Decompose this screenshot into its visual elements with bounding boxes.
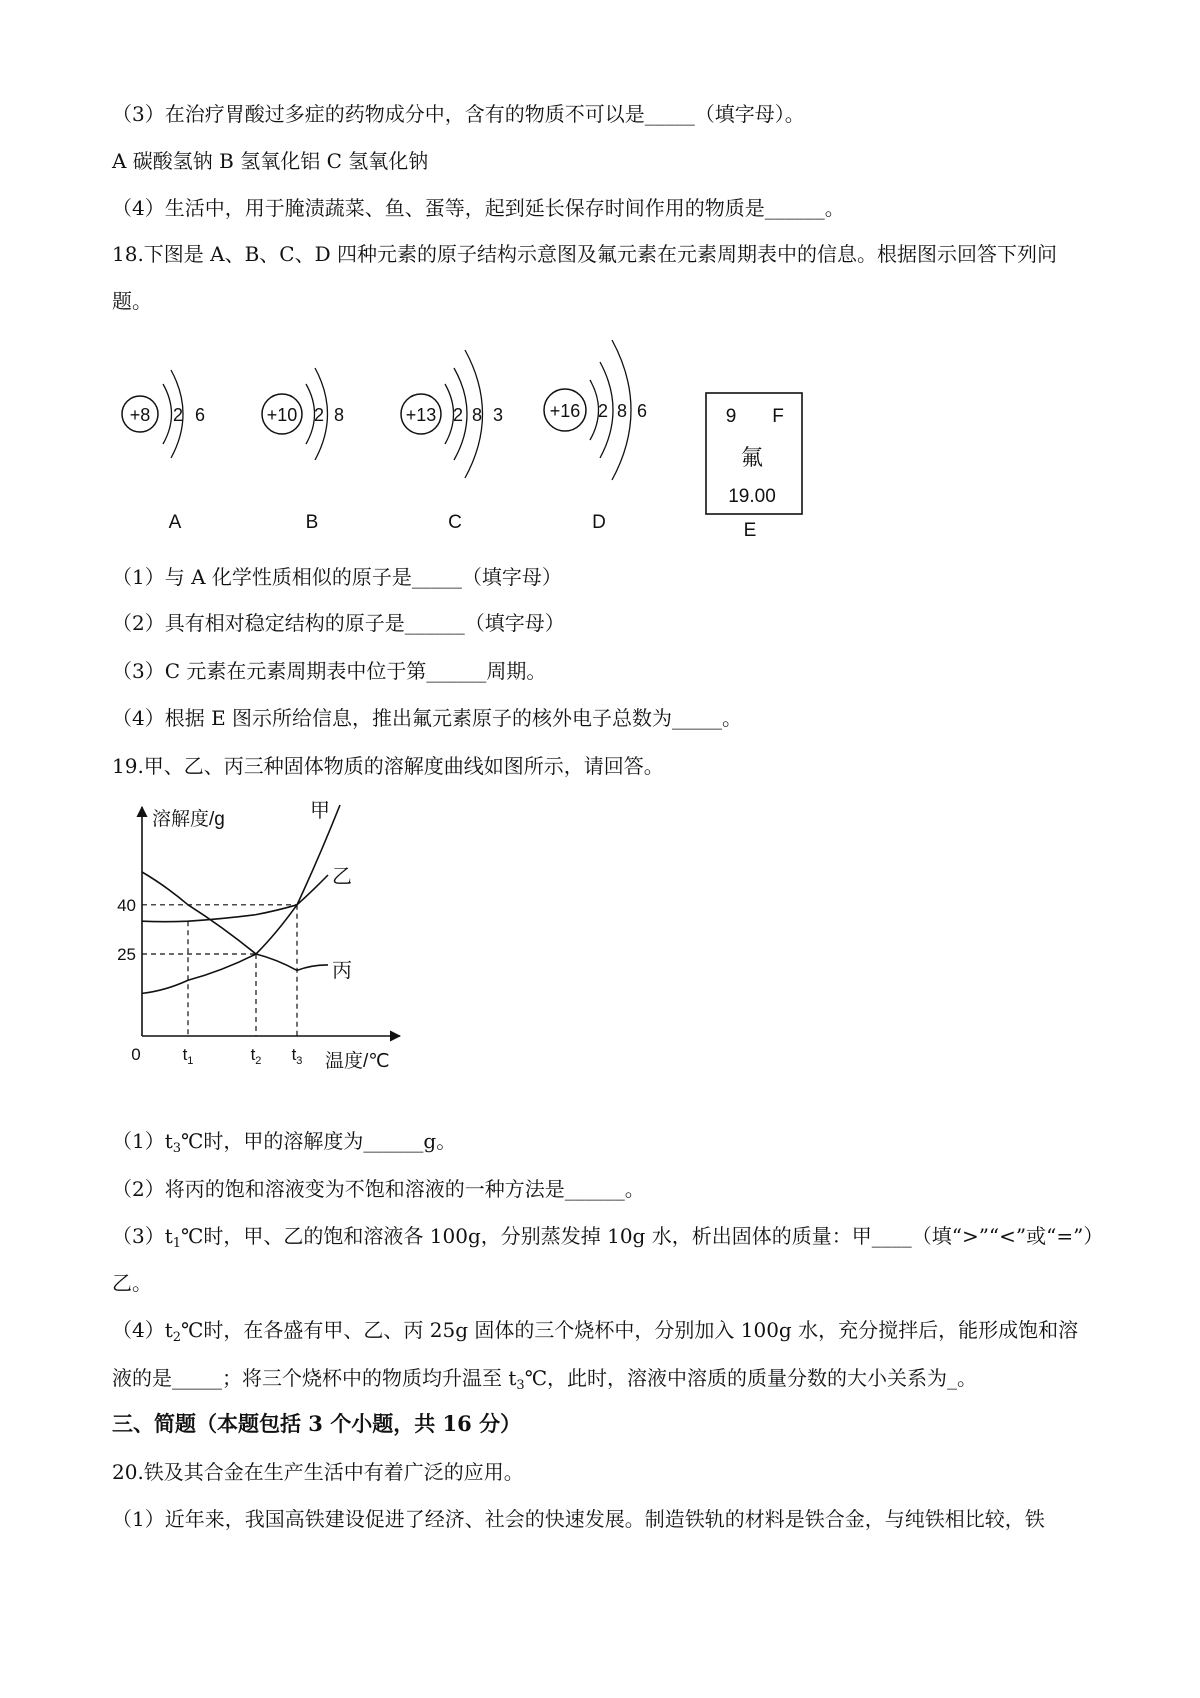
- series-label-1: 乙: [332, 866, 352, 888]
- atom-d-nucleus: +16: [549, 401, 581, 421]
- atom-d-shell-1: 2: [597, 401, 609, 421]
- atom-b-shell-2: 8: [333, 405, 345, 425]
- atom-c-diagram: [401, 350, 503, 533]
- section-heading: 三、简题（本题包括 3 个小题，共 16 分）: [112, 1411, 522, 1436]
- q19-part1: $(1)t_3℃$时，甲的溶解度为______g。: [112, 1129, 457, 1156]
- q18-part2: （2）具有相对稳定结构的原子是______（填字母）: [112, 611, 565, 635]
- x-tick-3: $t_3$: [291, 1045, 303, 1067]
- y-tick-25: 25: [117, 945, 136, 964]
- element-box-fluorine: [706, 393, 802, 541]
- q17-part3: （3）在治疗胃酸过多症的药物成分中，含有的物质不可以是_____（填字母）。: [112, 102, 805, 126]
- q20-part1: （1）近年来，我国高铁建设促进了经济、社会的快速发展。制造铁轨的材料是铁合金，与纯铁相比较，铁: [112, 1507, 1045, 1531]
- atom-c-nucleus: +13: [405, 405, 437, 425]
- q18-part4: （4）根据 E 图示所给信息，推出氟元素原子的核外电子总数为_____。: [112, 706, 743, 730]
- q19-stem: 19.甲、乙、丙三种固体物质的溶解度曲线如图所示，请回答。: [112, 754, 664, 778]
- atom-c-label: C: [448, 512, 462, 533]
- q19-part4-line1: $(4)t_2℃$时，在各盛有甲、乙、丙 25g 固体的三个烧杯中，分别加入 100g 水，充分搅拌后，能形成饱和溶: [112, 1318, 1079, 1345]
- q18-part3: （3）C 元素在元素周期表中位于第______周期。: [112, 659, 547, 683]
- atom-b-nucleus: +10: [266, 405, 298, 425]
- atom-c-shell-3: 3: [492, 405, 504, 425]
- q18-stem-line1: 18.下图是 A、B、C、D 四种元素的原子结构示意图及氟元素在元素周期表中的信息。根据图示回答下列问: [112, 242, 1057, 266]
- x-axis-label: 温度/℃: [325, 1051, 390, 1072]
- atom-d-label: D: [592, 512, 606, 533]
- q19-part3-line2: 乙。: [112, 1271, 152, 1295]
- q17-part4: （4）生活中，用于腌渍蔬菜、鱼、蛋等，起到延长保存时间作用的物质是______。: [112, 196, 845, 220]
- element-atomic-number: 9: [725, 406, 737, 427]
- atom-d-shell-2: 8: [616, 401, 628, 421]
- atom-a-diagram: [122, 370, 205, 533]
- atom-b-diagram: [262, 368, 344, 533]
- y-tick-40: 40: [117, 895, 136, 915]
- atom-a-label: A: [168, 512, 182, 533]
- atom-a-shell-2: 6: [194, 405, 206, 425]
- atom-a-shell-1: 2: [172, 405, 184, 425]
- q17-options: A 碳酸氢钠 B 氢氧化铝 C 氢氧化钠: [112, 149, 429, 173]
- element-mass: 19.00: [728, 486, 776, 507]
- element-symbol: F: [772, 406, 784, 427]
- q18-stem-line2: 题。: [112, 289, 152, 313]
- atom-b-label: B: [305, 512, 319, 533]
- x-tick-2: $t_2$: [250, 1045, 262, 1067]
- x-tick-0: 0: [131, 1045, 141, 1064]
- atom-b-shell-1: 2: [313, 405, 325, 425]
- q19-part3-line1: $(3)t_1℃$时，甲、乙的饱和溶液各 100g，分别蒸发掉 10g 水，析出固体的质量：甲____（填“>”“<”或“=”）: [112, 1224, 1104, 1251]
- y-axis-label: 溶解度/g: [152, 809, 225, 830]
- solubility-chart: [110, 795, 410, 1075]
- series-label-2: 丙: [332, 960, 352, 982]
- atom-d-shell-3: 6: [636, 401, 648, 421]
- atom-c-shell-1: 2: [452, 405, 464, 425]
- x-tick-1: $t_1$: [182, 1045, 194, 1067]
- q18-part1: （1）与 A 化学性质相似的原子是_____（填字母）: [112, 565, 562, 589]
- atom-structure-diagrams: [0, 320, 1200, 550]
- series-label-0: 甲: [310, 800, 330, 822]
- element-box-label: E: [743, 520, 757, 541]
- q19-part2: （2）将丙的饱和溶液变为不饱和溶液的一种方法是______。: [112, 1177, 645, 1201]
- q20-stem: 20.铁及其合金在生产生活中有着广泛的应用。: [112, 1460, 524, 1484]
- q19-part4-line2: 液的是_____；将三个烧杯中的物质均升温至 $t_3℃$，此时，溶液中溶质的质量分数的大小关系为_。: [112, 1366, 978, 1393]
- atom-c-shell-2: 8: [471, 405, 483, 425]
- atom-d-diagram: [544, 340, 647, 533]
- element-name: 氟: [740, 445, 764, 470]
- series-line-0: [142, 805, 340, 993]
- atom-a-nucleus: +8: [129, 405, 151, 425]
